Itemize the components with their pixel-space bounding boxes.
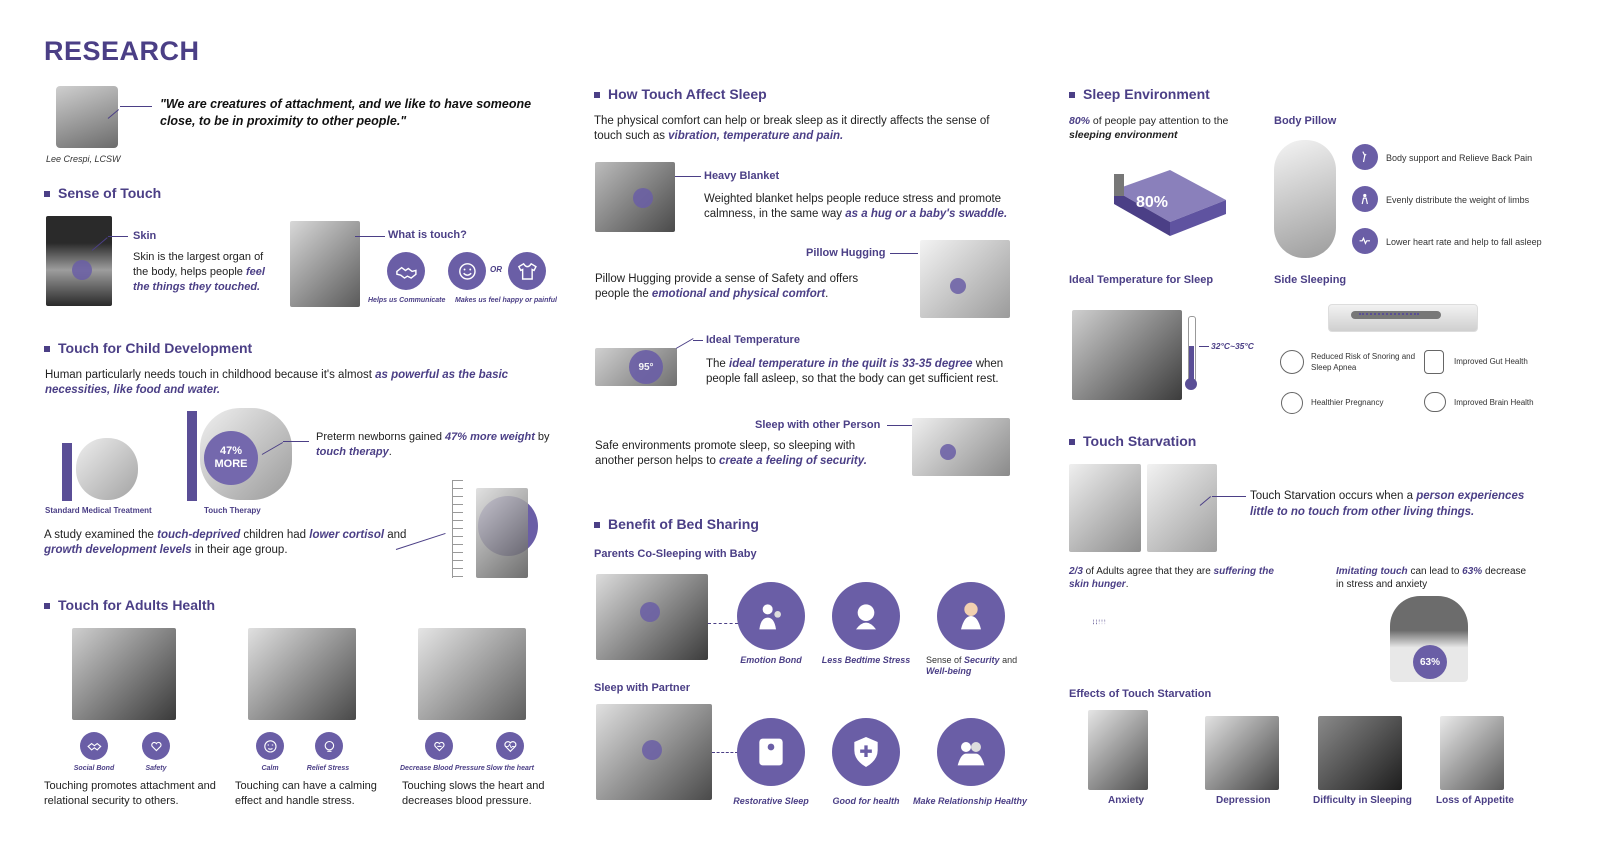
relief-stress-icon bbox=[315, 732, 343, 760]
emotion-bond-circle bbox=[737, 582, 805, 650]
bed-sharing-heading: Benefit of Bed Sharing bbox=[594, 516, 759, 532]
sleep-heading: How Touch Affect Sleep bbox=[594, 86, 767, 102]
ideal-temp-label: Ideal Temperature bbox=[706, 334, 800, 346]
relationship-caption: Make Relationship Healthy bbox=[912, 796, 1028, 806]
calm-icon bbox=[256, 732, 284, 760]
safety-icon bbox=[142, 732, 170, 760]
starvation-definition: Touch Starvation occurs when a person experiences little to no touch from other living things. bbox=[1250, 490, 1525, 518]
side-benefit-1: Reduced Risk of Snoring and Sleep Apnea bbox=[1311, 352, 1416, 372]
touch-hug-photo bbox=[290, 221, 360, 307]
pillow-hugging-label: Pillow Hugging bbox=[806, 247, 886, 259]
ideal-temp-photo bbox=[595, 348, 677, 386]
pillow-benefit-2: Evenly distribute the weight of limbs bbox=[1386, 195, 1530, 205]
social-bond-caption: Social Bond bbox=[73, 765, 115, 772]
skin-text: Skin is the largest organ of the body, helps people feel the things they touched. bbox=[133, 251, 265, 293]
children-photo bbox=[476, 488, 528, 578]
appetite-photo bbox=[1440, 716, 1504, 790]
relief-stress-caption: Relief Stress bbox=[306, 765, 350, 772]
emotion-bond-caption: Emotion Bond bbox=[740, 655, 802, 665]
heart-pulse-icon bbox=[496, 732, 524, 760]
adults-hug-photo-3 bbox=[418, 628, 526, 720]
depression-photo bbox=[1205, 716, 1279, 790]
height-ruler bbox=[452, 480, 463, 578]
what-is-touch-label: What is touch? bbox=[388, 229, 467, 241]
therapy-label: Touch Therapy bbox=[204, 506, 261, 515]
anxiety-photo bbox=[1088, 710, 1148, 790]
security-caption: Sense of Security and Well-being bbox=[926, 655, 1018, 676]
body-pillow-label: Body Pillow bbox=[1274, 115, 1337, 127]
sleep-other-label: Sleep with other Person bbox=[755, 419, 881, 431]
co-sleeping-photo bbox=[596, 574, 708, 660]
adults-text-1: Touching promotes attachment and relational security to others. bbox=[44, 780, 216, 807]
weight-badge: 47% MORE bbox=[204, 431, 258, 485]
partner-label: Sleep with Partner bbox=[594, 682, 690, 694]
starvation-heading: Touch Starvation bbox=[1069, 433, 1196, 449]
relationship-circle bbox=[937, 718, 1005, 786]
imitating-stat: Imitating touch can lead to 63% decrease in stress and anxiety bbox=[1336, 566, 1527, 590]
adults-hug-photo-2 bbox=[248, 628, 356, 720]
effect-sleeping: Difficulty in Sleeping bbox=[1313, 795, 1412, 806]
sleep-other-text: Safe environments promote sleep, so sleeping with another person helps to create a feeling of security. bbox=[595, 440, 867, 467]
page-title: RESEARCH bbox=[44, 36, 200, 66]
skin-back-photo bbox=[46, 216, 112, 306]
social-bond-icon bbox=[80, 732, 108, 760]
standard-baby-photo bbox=[76, 438, 138, 500]
sleep-other-photo bbox=[912, 418, 1010, 476]
snoring-icon bbox=[1280, 350, 1304, 374]
quote-text: "We are creatures of attachment, and we like to have someone close, to be in proximity to other people." bbox=[160, 97, 532, 128]
effect-appetite: Loss of Appetite bbox=[1436, 795, 1514, 806]
heart-rate-icon bbox=[1352, 228, 1378, 254]
brain-icon bbox=[1424, 392, 1446, 412]
good-health-caption: Good for health bbox=[832, 796, 900, 806]
sense-of-touch-heading: Sense of Touch bbox=[44, 185, 161, 201]
pregnancy-icon bbox=[1281, 392, 1303, 414]
bed-badge: 80% bbox=[1136, 194, 1169, 211]
shirt-icon bbox=[508, 252, 546, 290]
standard-label: Standard Medical Treatment bbox=[45, 506, 152, 515]
study-text: A study examined the touch-deprived children had lower cortisol and growth development levels in their age group. bbox=[44, 529, 407, 556]
pillow-benefit-3: Lower heart rate and help to fall asleep bbox=[1386, 237, 1542, 247]
thermometer-icon bbox=[1185, 316, 1197, 392]
sleep-intro: The physical comfort can help or break sleep as it directly affects the sense of touch such as vibration, temperature and pain. bbox=[594, 115, 990, 142]
effect-depression: Depression bbox=[1216, 795, 1271, 806]
less-stress-circle bbox=[832, 582, 900, 650]
skin-label: Skin bbox=[133, 230, 157, 242]
restorative-circle bbox=[737, 718, 805, 786]
heavy-blanket-label: Heavy Blanket bbox=[704, 170, 780, 182]
heavy-blanket-text: Weighted blanket helps people reduce stress and promote calmness, in the same way as a hug or a baby's swaddle. bbox=[704, 193, 1008, 220]
standard-bar bbox=[62, 443, 72, 501]
environment-stat: 80% of people pay attention to the sleeping environment bbox=[1069, 115, 1229, 141]
effect-anxiety: Anxiety bbox=[1108, 795, 1145, 806]
adults-hug-photo-1 bbox=[72, 628, 176, 720]
hands-photo-2 bbox=[1147, 464, 1217, 552]
good-health-circle bbox=[832, 718, 900, 786]
effects-label: Effects of Touch Starvation bbox=[1069, 688, 1212, 700]
preterm-text: Preterm newborns gained 47% more weight by touch therapy. bbox=[316, 431, 550, 458]
partner-photo bbox=[596, 704, 712, 800]
adults-stat: 2/3 of Adults agree that they are suffering the skin hunger. bbox=[1069, 566, 1274, 590]
pillow-benefit-1: Body support and Relieve Back Pain bbox=[1386, 153, 1533, 163]
woman-sleeping-photo bbox=[1072, 310, 1182, 400]
adults-text-3: Touching slows the heart and decreases blood pressure. bbox=[402, 780, 545, 807]
side-benefit-2: Improved Gut Health bbox=[1454, 357, 1528, 366]
quote-author: Lee Crespi, LCSW bbox=[46, 154, 121, 164]
hands-photo-1 bbox=[1069, 464, 1141, 552]
environment-heading: Sleep Environment bbox=[1069, 86, 1210, 102]
calm-caption: Calm bbox=[261, 765, 279, 772]
restorative-caption: Restorative Sleep bbox=[733, 796, 809, 806]
gut-icon bbox=[1424, 350, 1444, 374]
less-stress-caption: Less Bedtime Stress bbox=[821, 655, 911, 665]
side-sleeping-label: Side Sleeping bbox=[1274, 274, 1347, 286]
co-sleeping-label: Parents Co-Sleeping with Baby bbox=[594, 548, 757, 560]
safety-caption: Safety bbox=[145, 765, 167, 772]
pillow-hugging-text: Pillow Hugging provide a sense of Safety and offers people the emotional and physical comfort. bbox=[595, 273, 859, 300]
adults-heading: Touch for Adults Health bbox=[44, 597, 215, 613]
happy-face-icon bbox=[448, 252, 486, 290]
adults-text-2: Touching can have a calming effect and handle stress. bbox=[235, 780, 377, 807]
back-pain-icon bbox=[1352, 144, 1378, 170]
child-dev-heading: Touch for Child Development bbox=[44, 340, 252, 356]
people-chart bbox=[1093, 610, 1253, 670]
slow-heart-caption: Slow the heart bbox=[486, 765, 534, 772]
imit-badge: 63% bbox=[1413, 645, 1447, 679]
child-dev-intro: Human particularly needs touch in childhood because it's almost as powerful as the basic necessities, like food and water. bbox=[45, 369, 509, 396]
security-circle bbox=[937, 582, 1005, 650]
ideal-temp-text: The ideal temperature in the quilt is 33-35 degree when people fall asleep, so that the body can get sufficient rest. bbox=[706, 358, 1004, 385]
body-pillow-photo bbox=[1274, 140, 1336, 258]
side-benefit-3: Healthier Pregnancy bbox=[1311, 398, 1384, 407]
side-sleeping-mattress bbox=[1328, 304, 1478, 332]
blood-pressure-icon bbox=[425, 732, 453, 760]
pillow-hugging-photo bbox=[920, 240, 1010, 318]
handshake-icon bbox=[387, 252, 425, 290]
communicate-caption: Helps us Communicate bbox=[368, 297, 446, 304]
sleeping-difficulty-photo bbox=[1318, 716, 1402, 790]
heavy-blanket-photo bbox=[595, 162, 675, 232]
ideal-temp-sleep-label: Ideal Temperature for Sleep bbox=[1069, 274, 1214, 286]
bed-illustration bbox=[1110, 160, 1230, 240]
thermo-text: 32°C~35°C bbox=[1211, 341, 1254, 351]
temp-badge: 95° bbox=[638, 361, 654, 373]
or-text: OR bbox=[490, 265, 502, 274]
happy-caption: Makes us feel happy or painful bbox=[455, 297, 557, 304]
weight-icon bbox=[1352, 186, 1378, 212]
blood-pressure-caption: Decrease Blood Pressure bbox=[400, 765, 485, 772]
therapy-bar bbox=[187, 411, 197, 501]
side-benefit-4: Improved Brain Health bbox=[1454, 398, 1534, 407]
